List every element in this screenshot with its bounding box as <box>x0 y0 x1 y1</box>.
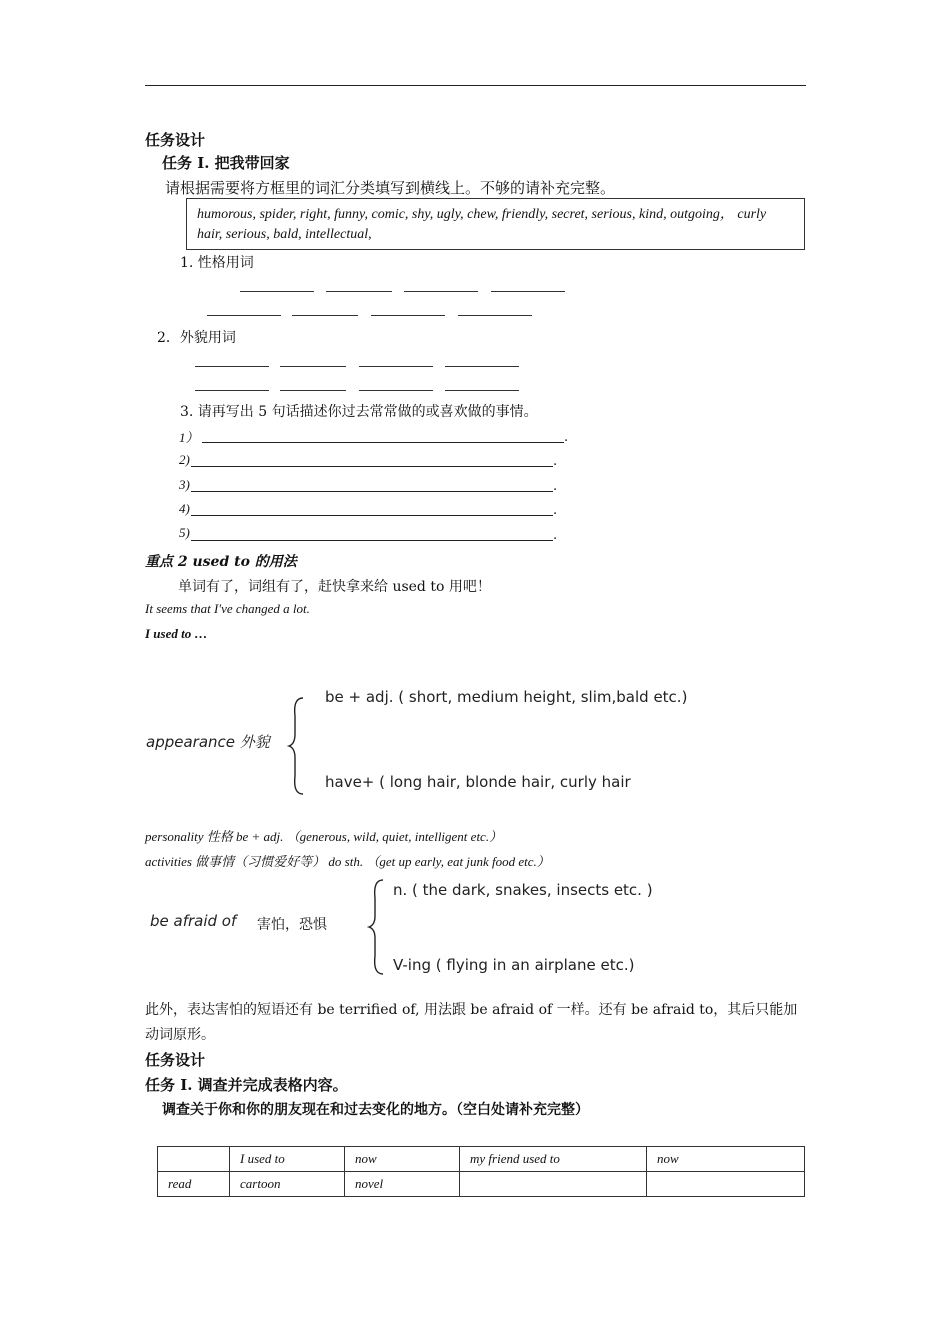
appearance-label: appearance 外貌 <box>146 733 270 751</box>
example-sentence: It seems that I've changed a lot. <box>145 601 310 616</box>
activities-line: activities 做事情（习惯爱好等） do sth. （get up early, eat junk food etc.） <box>145 854 550 869</box>
afraid-label: be afraid of <box>150 912 237 930</box>
intro-text: 单词有了，词组有了，赶快拿来给 used to 用吧！ <box>178 579 491 595</box>
task-title: 任务 I. 把我带回家 <box>162 154 290 172</box>
table-row <box>158 1172 805 1197</box>
task-title: 任务 I. 调查并完成表格内容。 <box>145 1076 348 1094</box>
sentence-number: 4) <box>179 501 190 516</box>
item-personality-words: 1. 性格用词 <box>180 255 254 271</box>
afraid-chinese: 害怕，恐惧 <box>257 917 327 933</box>
sentence-line[interactable] <box>202 442 564 443</box>
section-heading: 重点 2 used to 的用法 <box>145 554 297 570</box>
personality-line: personality 性格 be + adj. （generous, wild, quiet, intelligent etc.） <box>145 829 503 844</box>
table-cell: novel <box>345 1172 460 1197</box>
table-header-row <box>158 1147 805 1172</box>
fill-blank[interactable] <box>326 291 392 292</box>
sentence-period: . <box>553 528 558 543</box>
top-rule <box>145 85 806 86</box>
starter-phrase: I used to … <box>145 626 208 641</box>
item-appearance-words: 2．外貌用词 <box>157 330 236 346</box>
fill-blank[interactable] <box>195 390 269 391</box>
sentence-line[interactable] <box>191 540 553 541</box>
word-box-line-1: humorous, spider, right, funny, comic, shy, ugly, chew, friendly, secret, serious, kind, outgoing， curly <box>197 207 767 222</box>
fill-blank[interactable] <box>445 390 519 391</box>
table-header-cell: I used to <box>230 1147 345 1172</box>
sentence-line[interactable] <box>191 515 553 516</box>
table-cell: cartoon <box>230 1172 345 1197</box>
table-header-cell: my friend used to <box>460 1147 647 1172</box>
sentence-period: . <box>553 479 558 494</box>
fill-blank[interactable] <box>280 390 346 391</box>
item-sentences: 3. 请再写出 5 句话描述你过去常常做的或喜欢做的事情。 <box>180 404 538 420</box>
brace-icon <box>367 878 387 976</box>
fill-blank[interactable] <box>371 315 445 316</box>
table-header-cell: now <box>647 1147 805 1172</box>
sentence-line[interactable] <box>191 466 553 467</box>
word-box-line-2: hair, serious, bald, intellectual, <box>197 227 372 242</box>
table-header-cell: now <box>345 1147 460 1172</box>
sentence-period: . <box>553 454 558 469</box>
instruction: 请根据需要将方框里的词汇分类填写到横线上。不够的请补充完整。 <box>165 179 616 197</box>
table-cell-blank[interactable] <box>647 1172 805 1197</box>
fill-blank[interactable] <box>195 366 269 367</box>
table-cell: read <box>158 1172 230 1197</box>
instruction: 调查关于你和你的朋友现在和过去变化的地方。（空白处请补充完整） <box>162 1102 589 1118</box>
survey-table <box>157 1146 805 1197</box>
note-line-1: 此外，表达害怕的短语还有 be terrified of, 用法跟 be afraid of 一样。还有 be afraid to，其后只能加 <box>145 1002 798 1018</box>
brace-icon <box>287 696 307 796</box>
fill-blank[interactable] <box>292 315 358 316</box>
fill-blank[interactable] <box>458 315 532 316</box>
sentence-number: 5) <box>179 525 190 540</box>
afraid-ving-line: V-ing ( flying in an airplane etc.) <box>393 956 635 974</box>
sentence-number: 2) <box>179 452 190 467</box>
fill-blank[interactable] <box>240 291 314 292</box>
sentence-period: . <box>564 430 569 445</box>
fill-blank[interactable] <box>207 315 281 316</box>
fill-blank[interactable] <box>359 390 433 391</box>
fill-blank[interactable] <box>404 291 478 292</box>
section-heading: 任务设计 <box>145 131 206 149</box>
section-heading: 任务设计 <box>145 1051 206 1069</box>
appearance-be-line: be + adj. ( short, medium height, slim,bald etc.) <box>325 688 688 706</box>
fill-blank[interactable] <box>359 366 433 367</box>
sentence-number: 3) <box>179 477 190 492</box>
sentence-number: 1） <box>179 430 199 445</box>
table-header-cell <box>158 1147 230 1172</box>
afraid-noun-line: n. ( the dark, snakes, insects etc. ) <box>393 881 653 899</box>
appearance-have-line: have+ ( long hair, blonde hair, curly hair <box>325 773 631 791</box>
table-cell-blank[interactable] <box>460 1172 647 1197</box>
sentence-line[interactable] <box>191 491 553 492</box>
sentence-period: . <box>553 503 558 518</box>
fill-blank[interactable] <box>280 366 346 367</box>
fill-blank[interactable] <box>491 291 565 292</box>
fill-blank[interactable] <box>445 366 519 367</box>
note-line-2: 动词原形。 <box>145 1027 215 1043</box>
